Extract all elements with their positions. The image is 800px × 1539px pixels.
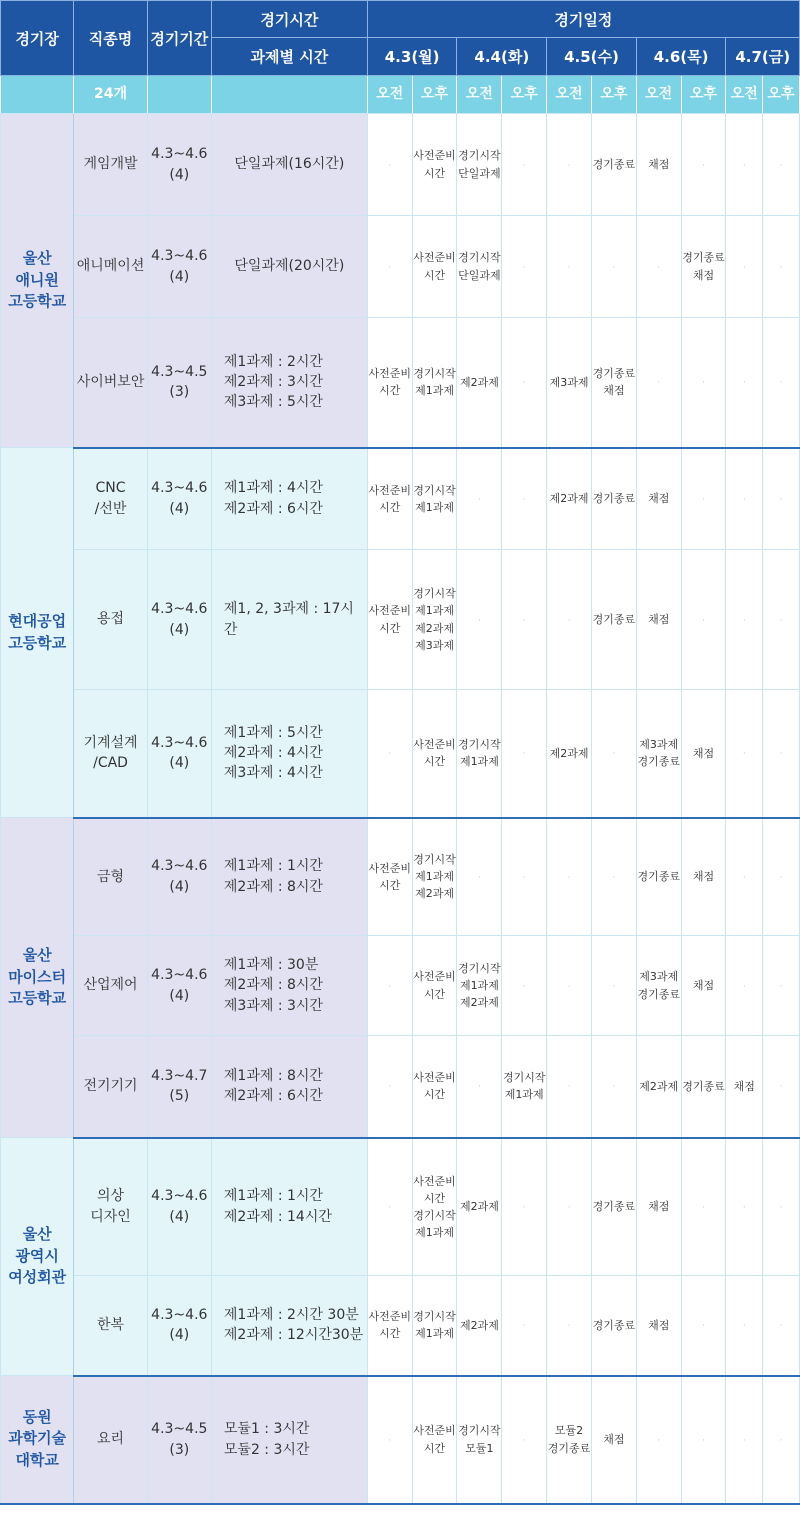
trade-name: 용접 [74,550,147,690]
schedule-cell-empty [502,318,547,448]
table-row [1,448,800,550]
trade-name: 요리 [74,1376,147,1504]
count-blank [211,76,367,114]
empty-mark: · [567,615,571,626]
schedule-cell-empty [591,690,636,818]
period-cell: 4.3~4.5 (3) [147,1376,211,1504]
empty-mark: · [779,378,783,389]
schedule-cell-empty [547,550,592,690]
empty-mark: · [522,981,526,992]
empty-mark: · [388,1202,392,1213]
schedule-cell: 사전준비 시간 [412,1036,457,1138]
empty-mark: · [522,378,526,389]
empty-mark: · [388,160,392,171]
empty-mark: · [779,1435,783,1446]
schedule-cell: 사전준비 시간 [412,114,457,216]
schedule-cell-empty [726,1376,763,1504]
schedule-cell: 채점 [636,448,681,550]
schedule-cell-empty [763,818,800,936]
empty-mark: · [779,262,783,273]
schedule-cell-empty [763,690,800,818]
empty-mark: · [567,981,571,992]
empty-mark: · [567,262,571,273]
count-blank [147,76,211,114]
table-row [1,1276,800,1376]
schedule-cell: 사전준비 시간 [367,318,412,448]
header-day: 4.3(월) [367,38,457,76]
schedule-cell-empty [547,1138,592,1276]
empty-mark: · [742,872,746,883]
empty-mark: · [522,160,526,171]
schedule-cell-empty [367,936,412,1036]
task-time-cell: 제1과제 : 4시간 제2과제 : 6시간 [211,448,367,550]
schedule-cell: 사전준비 시간 [412,936,457,1036]
pm-label: 오후 [681,76,726,114]
schedule-cell: 채점 [681,936,726,1036]
schedule-cell-empty [502,114,547,216]
schedule-cell-empty [726,1276,763,1376]
empty-mark: · [477,615,481,626]
schedule-cell-empty [502,550,547,690]
schedule-cell-empty [681,1376,726,1504]
schedule-cell-empty [457,1036,502,1138]
empty-mark: · [779,749,783,760]
schedule-cell-empty [591,936,636,1036]
schedule-cell-empty [457,448,502,550]
schedule-cell-empty [763,936,800,1036]
count-blank [1,76,74,114]
schedule-cell: 경기시작 제1과제 [502,1036,547,1138]
task-time-cell: 모듈1 : 3시간 모듈2 : 3시간 [211,1376,367,1504]
table-row [1,690,800,818]
schedule-cell: 경기시작 제1과제 제2과제 [412,818,457,936]
header-trade: 직종명 [74,1,147,76]
trade-name: 게임개발 [74,114,147,216]
table-row [1,818,800,936]
pm-label: 오후 [763,76,800,114]
task-time-cell: 제1과제 : 5시간 제2과제 : 4시간 제3과제 : 4시간 [211,690,367,818]
schedule-cell: 경기시작 모듈1 [457,1376,502,1504]
schedule-cell-empty [681,318,726,448]
task-time-cell: 제1과제 : 8시간 제2과제 : 6시간 [211,1036,367,1138]
schedule-cell: 제2과제 [547,690,592,818]
schedule-cell-empty [763,114,800,216]
schedule-cell-empty [591,216,636,318]
schedule-cell: 제3과제 [547,318,592,448]
header-day: 4.4(화) [457,38,547,76]
empty-mark: · [742,378,746,389]
table-row [1,550,800,690]
trade-name: CNC /선반 [74,448,147,550]
table-row [1,1036,800,1138]
schedule-cell-empty [547,818,592,936]
trade-name: 금형 [74,818,147,936]
empty-mark: · [779,1202,783,1213]
empty-mark: · [522,615,526,626]
empty-mark: · [657,378,661,389]
table-row [1,216,800,318]
schedule-cell-empty [547,216,592,318]
header-day: 4.7(금) [726,38,800,76]
header-day: 4.6(목) [636,38,726,76]
schedule-cell: 제3과제 경기종료 [636,936,681,1036]
schedule-cell: 경기종료 [636,818,681,936]
empty-mark: · [522,1202,526,1213]
schedule-cell-empty [502,1138,547,1276]
pm-label: 오후 [502,76,547,114]
schedule-cell: 경기종료 [681,1036,726,1138]
schedule-cell-empty [367,690,412,818]
pm-label: 오후 [412,76,457,114]
empty-mark: · [612,872,616,883]
am-label: 오전 [726,76,763,114]
schedule-cell: 사전준비 시간 [367,448,412,550]
schedule-cell-empty [726,318,763,448]
schedule-cell: 경기시작 단일과제 [457,114,502,216]
schedule-cell: 채점 [636,550,681,690]
empty-mark: · [779,872,783,883]
schedule-cell-empty [591,818,636,936]
schedule-cell-empty [547,1036,592,1138]
venue-cell: 울산 애니원 고등학교 [1,114,74,448]
period-cell: 4.3~4.6 (4) [147,1276,211,1376]
empty-mark: · [567,872,571,883]
empty-mark: · [522,262,526,273]
table-row [1,936,800,1036]
schedule-cell: 제2과제 [457,1276,502,1376]
empty-mark: · [388,1435,392,1446]
schedule-cell-empty [763,1276,800,1376]
empty-mark: · [779,1321,783,1332]
task-time-cell: 단일과제(16시간) [211,114,367,216]
schedule-cell: 경기종료 [591,1276,636,1376]
empty-mark: · [779,1082,783,1093]
schedule-cell: 경기시작 제1과제 [412,1276,457,1376]
empty-mark: · [612,262,616,273]
schedule-cell: 모듈2 경기종료 [547,1376,592,1504]
empty-mark: · [567,160,571,171]
task-time-cell: 제1과제 : 2시간 제2과제 : 3시간 제3과제 : 5시간 [211,318,367,448]
schedule-cell: 사전준비 시간 [367,550,412,690]
period-cell: 4.3~4.6 (4) [147,550,211,690]
trade-name: 애니메이션 [74,216,147,318]
schedule-cell: 채점 [726,1036,763,1138]
venue-cell: 현대공업 고등학교 [1,448,74,818]
task-time-cell: 제1과제 : 2시간 30분 제2과제 : 12시간30분 [211,1276,367,1376]
schedule-cell: 경기시작 제1과제 [412,448,457,550]
schedule-cell: 채점 [636,1276,681,1376]
task-time-cell: 단일과제(20시간) [211,216,367,318]
header-period: 경기기간 [147,1,211,76]
venue-cell: 동원 과학기술 대학교 [1,1376,74,1504]
empty-mark: · [522,1321,526,1332]
schedule-cell-empty [502,936,547,1036]
empty-mark: · [388,262,392,273]
empty-mark: · [702,615,705,626]
schedule-cell: 경기종료 채점 [591,318,636,448]
schedule-cell-empty [547,1276,592,1376]
pm-label: 오후 [591,76,636,114]
empty-mark: · [567,1202,571,1213]
empty-mark: · [477,494,481,505]
schedule-cell: 경기종료 [591,1138,636,1276]
header-time-sub: 과제별 시간 [211,38,367,76]
empty-mark: · [612,1082,616,1093]
schedule-cell-empty [367,1138,412,1276]
schedule-cell-empty [763,318,800,448]
empty-mark: · [388,1082,392,1093]
table-row [1,114,800,216]
schedule-cell-empty [681,1276,726,1376]
empty-mark: · [742,1321,746,1332]
schedule-cell-empty [502,1376,547,1504]
empty-mark: · [522,749,526,760]
schedule-cell-empty [726,448,763,550]
empty-mark: · [702,1321,705,1332]
trade-name: 한복 [74,1276,147,1376]
schedule-cell-empty [763,1036,800,1138]
schedule-cell-empty [367,114,412,216]
empty-mark: · [742,615,746,626]
empty-mark: · [567,1321,571,1332]
schedule-cell: 제3과제 경기종료 [636,690,681,818]
schedule-cell: 경기시작 제1과제 제2과제 제3과제 [412,550,457,690]
empty-mark: · [522,872,526,883]
schedule-cell: 채점 [636,1138,681,1276]
schedule-cell: 경기종료 [591,114,636,216]
task-time-cell: 제1, 2, 3과제 : 17시간 [211,550,367,690]
schedule-cell: 채점 [681,818,726,936]
period-cell: 4.3~4.6 (4) [147,1138,211,1276]
am-label: 오전 [457,76,502,114]
schedule-cell-empty [726,550,763,690]
empty-mark: · [779,160,783,171]
schedule-cell-empty [591,1036,636,1138]
schedule-cell: 제2과제 [547,448,592,550]
venue-cell: 울산 마이스터 고등학교 [1,818,74,1138]
period-cell: 4.3~4.6 (4) [147,216,211,318]
schedule-cell: 경기시작 제1과제 [412,318,457,448]
schedule-cell-empty [681,550,726,690]
empty-mark: · [742,262,746,273]
schedule-cell-empty [763,448,800,550]
schedule-cell: 채점 [636,114,681,216]
trade-name: 산업제어 [74,936,147,1036]
schedule-cell: 사전준비 시간 [412,216,457,318]
empty-mark: · [612,749,616,760]
schedule-cell-empty [763,1138,800,1276]
schedule-cell: 채점 [681,690,726,818]
trade-count: 24개 [74,76,147,114]
empty-mark: · [477,872,481,883]
period-cell: 4.3~4.5 (3) [147,318,211,448]
schedule-cell-empty [726,690,763,818]
trade-name: 의상 디자인 [74,1138,147,1276]
empty-mark: · [702,1202,705,1213]
task-time-cell: 제1과제 : 1시간 제2과제 : 8시간 [211,818,367,936]
trade-name: 사이버보안 [74,318,147,448]
schedule-cell: 채점 [591,1376,636,1504]
schedule-cell-empty [457,818,502,936]
schedule-cell-empty [763,216,800,318]
header-day: 4.5(수) [547,38,637,76]
empty-mark: · [702,160,705,171]
schedule-cell-empty [763,1376,800,1504]
schedule-cell: 사전준비 시간 [367,818,412,936]
schedule-cell-empty [502,818,547,936]
schedule-cell: 경기종료 [591,550,636,690]
schedule-cell-empty [547,114,592,216]
header-time-group: 경기시간 [211,1,367,38]
header-schedule-group: 경기일정 [367,1,799,38]
table-row [1,1138,800,1276]
empty-mark: · [742,749,746,760]
schedule-cell-empty [726,818,763,936]
schedule-cell-empty [502,216,547,318]
empty-mark: · [742,1202,746,1213]
schedule-cell-empty [726,936,763,1036]
empty-mark: · [702,494,705,505]
period-cell: 4.3~4.6 (4) [147,448,211,550]
empty-mark: · [702,1435,705,1446]
schedule-cell-empty [502,690,547,818]
empty-mark: · [742,1435,746,1446]
table-row [1,318,800,448]
schedule-cell-empty [636,1376,681,1504]
period-cell: 4.3~4.6 (4) [147,936,211,1036]
empty-mark: · [567,1082,571,1093]
empty-mark: · [657,262,661,273]
table-row [1,1376,800,1504]
period-cell: 4.3~4.7 (5) [147,1036,211,1138]
schedule-cell-empty [726,114,763,216]
am-label: 오전 [367,76,412,114]
schedule-cell: 제2과제 [636,1036,681,1138]
schedule-cell-empty [547,936,592,1036]
trade-name: 전기기기 [74,1036,147,1138]
schedule-cell: 사전준비 시간 [412,1376,457,1504]
empty-mark: · [522,494,526,505]
empty-mark: · [477,1082,481,1093]
empty-mark: · [779,981,783,992]
period-cell: 4.3~4.6 (4) [147,690,211,818]
trade-name: 기계설계 /CAD [74,690,147,818]
empty-mark: · [742,981,746,992]
schedule-cell-empty [681,1138,726,1276]
empty-mark: · [702,378,705,389]
schedule-cell-empty [763,550,800,690]
empty-mark: · [742,160,746,171]
empty-mark: · [388,749,392,760]
schedule-cell-empty [726,1138,763,1276]
schedule-cell-empty [681,448,726,550]
empty-mark: · [779,494,783,505]
schedule-cell: 경기시작 제1과제 제2과제 [457,936,502,1036]
schedule-cell: 사전준비 시간 [367,1276,412,1376]
schedule-cell: 경기시작 단일과제 [457,216,502,318]
task-time-cell: 제1과제 : 1시간 제2과제 : 14시간 [211,1138,367,1276]
schedule-cell-empty [367,1036,412,1138]
schedule-cell-empty [367,1376,412,1504]
schedule-cell-empty [502,448,547,550]
empty-mark: · [779,615,783,626]
venue-cell: 울산 광역시 여성회관 [1,1138,74,1376]
schedule-cell-empty [457,550,502,690]
empty-mark: · [742,494,746,505]
schedule-cell-empty [726,216,763,318]
schedule-cell-empty [367,216,412,318]
schedule-cell-empty [636,318,681,448]
am-label: 오전 [636,76,681,114]
am-label: 오전 [547,76,592,114]
schedule-cell: 경기종료 채점 [681,216,726,318]
schedule-cell: 사전준비 시간 [412,690,457,818]
empty-mark: · [522,1435,526,1446]
schedule-cell-empty [681,114,726,216]
schedule-cell-empty [502,1276,547,1376]
count-row [1,76,800,114]
empty-mark: · [388,981,392,992]
task-time-cell: 제1과제 : 30분 제2과제 : 8시간 제3과제 : 3시간 [211,936,367,1036]
schedule-cell: 제2과제 [457,1138,502,1276]
schedule-cell-empty [636,216,681,318]
period-cell: 4.3~4.6 (4) [147,818,211,936]
schedule-cell: 경기종료 [591,448,636,550]
empty-mark: · [657,1435,661,1446]
schedule-cell: 제2과제 [457,318,502,448]
header-venue: 경기장 [1,1,74,76]
empty-mark: · [612,981,616,992]
period-cell: 4.3~4.6 (4) [147,114,211,216]
schedule-cell: 경기시작 제1과제 [457,690,502,818]
schedule-cell: 사전준비 시간 경기시작 제1과제 [412,1138,457,1276]
